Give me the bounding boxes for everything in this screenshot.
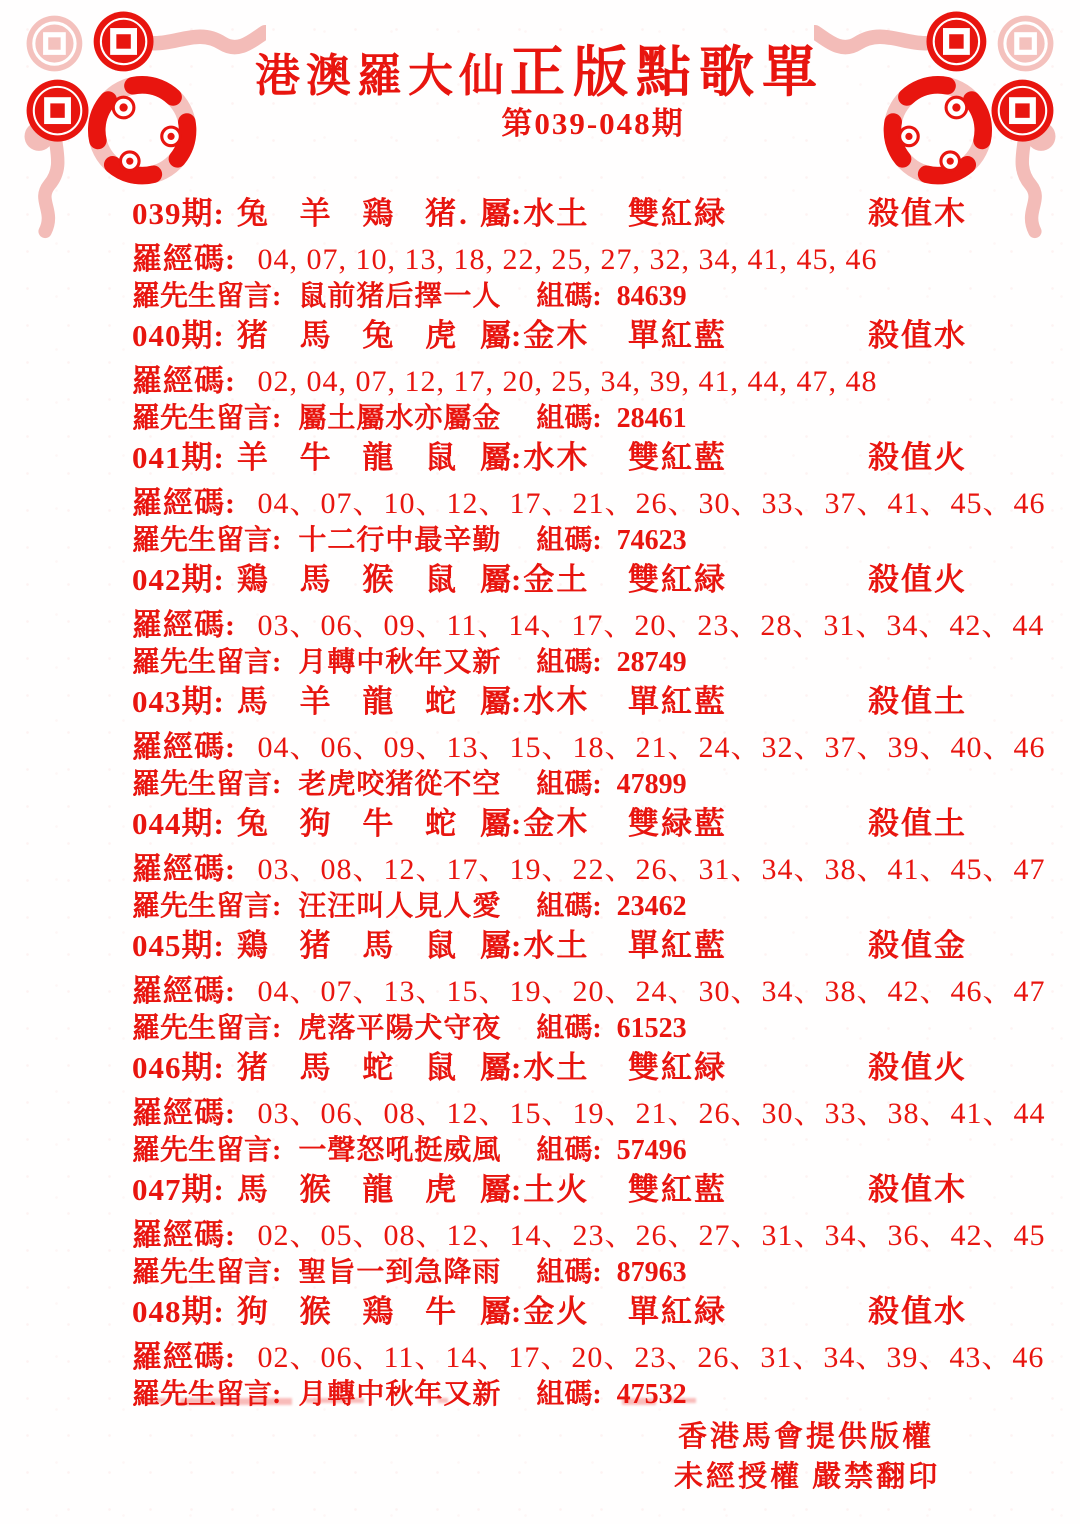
period-head-line [132,798,1080,840]
color-hint: 雙紅緑 [628,1050,727,1085]
element-segment [480,920,589,965]
coin-icon [998,16,1054,72]
kill-value: 殺值木 [868,1172,967,1207]
color-hint: 雙紅藍 [628,1172,727,1207]
message-label: 羅先生留言: [132,281,282,312]
zodiac-list: 羊 牛 龍 鼠 [236,440,460,475]
compass-codes: 03、08、12、17、19、22、26、31、34、38、41、45、47 [257,853,1046,886]
period-head-line [132,1042,1080,1084]
group-code-label: 組碼: [536,1257,602,1288]
period-block [0,188,1080,310]
element-value: 土火 [523,1172,590,1207]
group-code-value: 23462 [616,891,687,922]
element-label: 屬: [480,684,522,719]
period-block [0,554,1080,676]
group-code-value: 87963 [616,1257,687,1288]
compass-codes-line [132,844,1080,884]
message-label: 羅先生留言: [132,525,282,556]
message-text: 屬土屬水亦屬金 [298,403,502,434]
group-code-label: 組碼: [536,769,602,800]
element-label: 屬: [480,318,522,353]
element-segment [480,310,589,355]
coin-icon [94,12,154,72]
page-title [250,28,830,107]
no-reprint-line: 未經授權 嚴禁翻印 [674,1461,941,1493]
compass-codes: 02, 04, 07, 12, 17, 20, 25, 34, 39, 41, 44, 47, 48 [257,365,878,398]
title-prefix: 港澳羅大仙 [254,51,510,101]
message-line [132,396,1080,432]
kill-value: 殺值金 [868,928,967,963]
message-line [132,1128,1080,1164]
element-label: 屬: [480,806,522,841]
message-label: 羅先生留言: [132,769,282,800]
group-code-label: 組碼: [536,1013,602,1044]
period-head-line [132,554,1080,596]
compass-codes-line [132,966,1080,1006]
element-label: 屬: [480,1294,522,1329]
period-head-line [132,920,1080,962]
zodiac-list: 猪 馬 蛇 鼠 [236,1050,460,1085]
period-label: 046期: [132,1050,225,1085]
period-block [0,1042,1080,1164]
compass-codes: 03、06、09、11、14、17、20、23、28、31、34、42、44 [257,609,1045,642]
compass-codes-line [132,478,1080,518]
message-label: 羅先生留言: [132,1379,282,1410]
period-label: 048期: [132,1294,225,1329]
element-segment [480,188,589,233]
period-head-line [132,676,1080,718]
element-value: 水木 [523,440,590,475]
message-label: 羅先生留言: [132,891,282,922]
message-text: 虎落平陽犬守夜 [298,1013,502,1044]
period-list [0,188,1080,1408]
color-hint: 雙緑藍 [628,806,727,841]
kill-value: 殺值水 [868,1294,967,1329]
period-label: 045期: [132,928,225,963]
group-code-value: 84639 [616,281,687,312]
period-head-line [132,432,1080,474]
compass-codes: 03、06、08、12、15、19、21、26、30、33、38、41、44 [257,1097,1046,1130]
group-code-value: 47532 [616,1379,687,1410]
element-segment [480,1286,589,1331]
element-value: 水土 [523,1050,590,1085]
compass-codes-label: 羅經碼: [132,1341,236,1374]
group-code-label: 組碼: [536,647,602,678]
message-text: 一聲怒吼挺威風 [298,1135,502,1166]
period-block [0,310,1080,432]
compass-codes-line [132,1088,1080,1128]
zodiac-list: 猪 馬 兔 虎 [236,318,460,353]
period-head-line [132,1164,1080,1206]
group-code-label: 組碼: [536,281,602,312]
element-value: 金火 [523,1294,590,1329]
color-hint: 單紅緑 [628,1294,727,1329]
period-label: 044期: [132,806,225,841]
element-segment [480,676,589,721]
compass-codes-label: 羅經碼: [132,609,236,642]
kill-value: 殺值土 [868,806,967,841]
message-line [132,762,1080,798]
element-value: 金木 [523,318,590,353]
period-block [0,1286,1080,1408]
message-text: 聖旨一到急降雨 [298,1257,502,1288]
element-label: 屬: [480,1172,522,1207]
group-code-label: 組碼: [536,1135,602,1166]
message-label: 羅先生留言: [132,647,282,678]
kill-value: 殺值土 [868,684,967,719]
compass-codes-label: 羅經碼: [132,1097,236,1130]
compass-codes-line [132,722,1080,762]
title-main: 正版點歌單 [510,42,826,103]
message-text: 月轉中秋年又新 [298,647,502,678]
color-hint: 雙紅緑 [628,196,727,231]
period-head-line [132,188,1080,230]
element-label: 屬: [480,562,522,597]
compass-codes: 04、07、10、12、17、21、26、30、33、37、41、45、46 [257,487,1046,520]
kill-value: 殺值木 [868,196,967,231]
element-value: 水土 [523,928,590,963]
message-line [132,1250,1080,1286]
zodiac-list: 馬 羊 龍 蛇 [236,684,460,719]
element-value: 金土 [523,562,590,597]
color-hint: 雙紅緑 [628,562,727,597]
compass-codes-label: 羅經碼: [132,1219,236,1252]
compass-codes: 02、05、08、12、14、23、26、27、31、34、36、42、45 [257,1219,1046,1252]
compass-codes: 02、06、11、14、17、20、23、26、31、34、39、43、46 [257,1341,1045,1374]
compass-codes-line [132,1332,1080,1372]
element-label: 屬: [480,928,522,963]
faint-print-artifact [140,1398,710,1406]
group-code-value: 61523 [616,1013,687,1044]
group-code-value: 74623 [616,525,687,556]
compass-codes-label: 羅經碼: [132,365,236,398]
element-segment [480,432,589,477]
period-label: 042期: [132,562,225,597]
zodiac-list: 鶏 馬 猴 鼠 [236,562,460,597]
color-hint: 單紅藍 [628,684,727,719]
group-code-value: 28749 [616,647,687,678]
period-label: 039期: [132,196,225,231]
element-label: 屬: [480,1050,522,1085]
message-label: 羅先生留言: [132,1257,282,1288]
element-segment [480,798,589,843]
period-head-line [132,310,1080,352]
kill-value: 殺值火 [868,562,967,597]
message-text: 十二行中最辛勤 [298,525,502,556]
compass-codes-label: 羅經碼: [132,975,236,1008]
period-label: 047期: [132,1172,225,1207]
compass-codes-line [132,234,1080,274]
period-label: 043期: [132,684,225,719]
zodiac-list: 馬 猴 龍 虎 [236,1172,460,1207]
issue-range-row [0,98,1080,143]
compass-codes-line [132,1210,1080,1250]
zodiac-list: 兔 狗 牛 蛇 [236,806,460,841]
message-line [132,274,1080,310]
element-label: 屬: [480,440,522,475]
compass-codes-line [132,600,1080,640]
period-block [0,432,1080,554]
group-code-label: 組碼: [536,403,602,434]
compass-codes-line [132,356,1080,396]
compass-codes-label: 羅經碼: [132,853,236,886]
element-segment [480,1164,589,1209]
group-code-label: 組碼: [536,891,602,922]
message-text: 汪汪叫人見人愛 [298,891,502,922]
color-hint: 雙紅藍 [628,440,727,475]
coin-icon [27,16,83,72]
message-line [132,640,1080,676]
period-block [0,920,1080,1042]
period-block [0,1164,1080,1286]
message-text: 鼠前猪后擇一人 [298,281,502,312]
kill-value: 殺值火 [868,1050,967,1085]
element-value: 水木 [523,684,590,719]
element-segment [480,554,589,599]
period-head-line [132,1286,1080,1328]
period-block [0,676,1080,798]
message-text: 老虎咬猪從不空 [298,769,502,800]
compass-codes-label: 羅經碼: [132,487,236,520]
group-code-value: 47899 [616,769,687,800]
compass-codes: 04、06、09、13、15、18、21、24、32、37、39、40、46 [257,731,1046,764]
message-line [132,1006,1080,1042]
message-label: 羅先生留言: [132,403,282,434]
color-hint: 單紅藍 [628,318,727,353]
message-label: 羅先生留言: [132,1013,282,1044]
element-value: 水土 [523,196,590,231]
coin-icon [926,12,986,72]
zodiac-list: 狗 猴 鶏 牛 [236,1294,460,1329]
group-code-label: 組碼: [536,525,602,556]
group-code-label: 組碼: [536,1379,602,1410]
period-label: 040期: [132,318,225,353]
element-value: 金木 [523,806,590,841]
element-segment [480,1042,589,1087]
group-code-value: 57496 [616,1135,687,1166]
period-block [0,798,1080,920]
message-line [132,518,1080,554]
period-label: 041期: [132,440,225,475]
copyright-line: 香港馬會提供版權 [678,1421,935,1453]
element-label: 屬: [480,196,522,231]
color-hint: 單紅藍 [628,928,727,963]
kill-value: 殺值水 [868,318,967,353]
kill-value: 殺值火 [868,440,967,475]
message-label: 羅先生留言: [132,1135,282,1166]
zodiac-list: 鶏 猪 馬 鼠 [236,928,460,963]
compass-codes: 04, 07, 10, 13, 18, 22, 25, 27, 32, 34, 41, 45, 46 [257,243,878,276]
compass-codes-label: 羅經碼: [132,243,236,276]
compass-codes-label: 羅經碼: [132,731,236,764]
message-text: 月轉中秋年又新 [298,1379,502,1410]
issue-range: 第039-048期 [501,106,685,141]
compass-codes: 04、07、13、15、19、20、24、30、34、38、42、46、47 [257,975,1046,1008]
message-line [132,884,1080,920]
zodiac-list: 兔 羊 鶏 猪. [236,196,470,231]
group-code-value: 28461 [616,403,687,434]
